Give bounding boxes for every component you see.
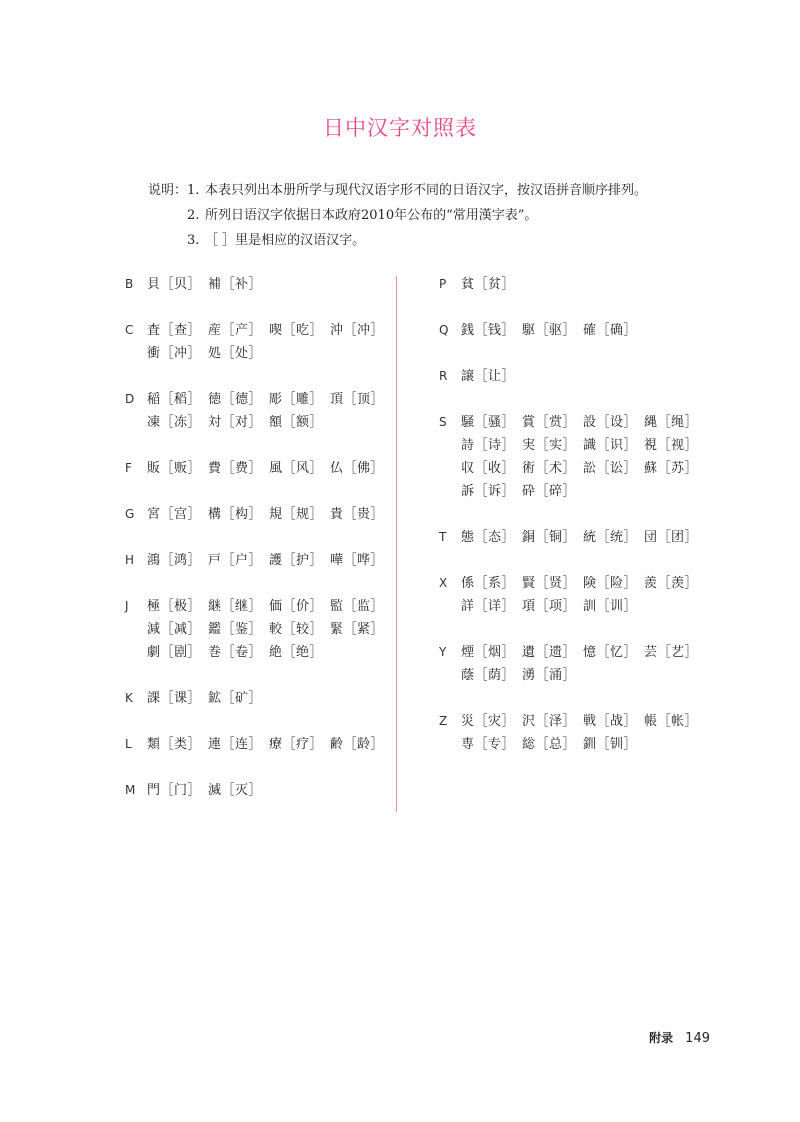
character-pairs	[461, 572, 711, 618]
character-pair: 徳［德］	[208, 392, 263, 407]
notes-lead: 说明：	[148, 183, 188, 198]
group-letter: Q	[439, 323, 449, 337]
character-pair: 戦［战］	[583, 714, 638, 729]
character-pairs	[461, 526, 711, 549]
letter-group-m	[125, 779, 397, 802]
group-letter: P	[439, 277, 447, 291]
character-pair: 確［确］	[583, 323, 638, 338]
character-pair: 産［产］	[208, 323, 263, 338]
character-pairs	[147, 503, 397, 526]
character-pair: 療［疗］	[269, 737, 324, 752]
character-pairs	[147, 595, 397, 664]
character-pair: 実［实］	[522, 438, 577, 453]
character-pair: 齢［龄］	[330, 737, 385, 752]
character-pair: 騒［骚］	[461, 415, 516, 430]
group-letter: T	[439, 530, 447, 544]
character-pair: 門［门］	[147, 783, 202, 798]
character-pair: 類［类］	[147, 737, 202, 752]
character-pairs	[147, 549, 397, 572]
character-pair: 構［构］	[208, 507, 263, 522]
group-letter: B	[125, 277, 134, 291]
page-footer	[649, 1029, 710, 1046]
character-pair: 砕［碎］	[522, 484, 577, 499]
character-pairs	[461, 641, 711, 687]
column-divider	[396, 276, 397, 812]
character-pair: 販［贩］	[147, 461, 202, 476]
character-pair: 鉱［矿］	[208, 691, 263, 706]
character-pairs	[147, 687, 397, 710]
character-pair: 処［处］	[208, 346, 263, 361]
character-pair: 額［额］	[269, 415, 324, 430]
left-column	[125, 273, 397, 825]
character-pair: 継［继］	[208, 599, 263, 614]
character-pairs	[147, 779, 397, 802]
character-pairs	[147, 319, 397, 365]
character-pair: 煙［烟］	[461, 645, 516, 660]
character-pairs	[461, 273, 711, 296]
character-pair: 凍［冻］	[147, 415, 202, 430]
character-pair: 羨［羡］	[644, 576, 699, 591]
character-pair: 賢［贤］	[522, 576, 577, 591]
character-pairs	[461, 365, 711, 388]
group-letter: C	[125, 323, 134, 337]
character-pair: 喫［吃］	[269, 323, 324, 338]
character-pair: 遺［遗］	[522, 645, 577, 660]
letter-group-s	[439, 411, 711, 503]
character-pair: 稲［稻］	[147, 392, 202, 407]
character-pair: 態［态］	[461, 530, 516, 545]
character-pair: 緊［紧］	[330, 622, 385, 637]
group-letter: H	[125, 553, 135, 567]
note-number: 3.	[187, 233, 200, 248]
character-pair: 険［险］	[583, 576, 638, 591]
character-pairs	[147, 388, 397, 434]
character-pair: 規［规］	[269, 507, 324, 522]
character-pair: 鴻［鸿］	[147, 553, 202, 568]
character-pair: 補［补］	[208, 277, 263, 292]
character-pairs	[147, 273, 397, 296]
character-pair: 釧［钏］	[583, 737, 638, 752]
character-pair: 憶［忆］	[583, 645, 638, 660]
letter-group-z	[439, 710, 711, 756]
group-letter: X	[439, 576, 448, 590]
character-pair: 賞［赏］	[522, 415, 577, 430]
group-letter: L	[125, 737, 132, 751]
note-text: ［ ］里是相应的汉语汉字。	[205, 233, 366, 248]
group-letter: D	[125, 392, 135, 406]
character-pair: 貝［贝］	[147, 277, 202, 292]
note-line-3	[148, 228, 647, 253]
letter-group-y	[439, 641, 711, 687]
group-letter: G	[125, 507, 135, 521]
character-pair: 宮［宫］	[147, 507, 202, 522]
character-pair: 係［系］	[461, 576, 516, 591]
character-pair: 蘇［苏］	[644, 461, 699, 476]
letter-group-h	[125, 549, 397, 572]
character-pair: 連［连］	[208, 737, 263, 752]
character-pair: 戸［户］	[208, 553, 263, 568]
letter-group-j	[125, 595, 397, 664]
character-pair: 彫［雕］	[269, 392, 324, 407]
character-pair: 収［收］	[461, 461, 516, 476]
group-letter: Z	[439, 714, 448, 728]
letter-group-k	[125, 687, 397, 710]
character-pair: 芸［艺］	[644, 645, 699, 660]
character-pair: 視［视］	[644, 438, 699, 453]
character-pair: 項［项］	[522, 599, 577, 614]
group-letter: S	[439, 415, 447, 429]
letter-group-t	[439, 526, 711, 549]
character-pair: 銭［钱］	[461, 323, 516, 338]
note-number: 2.	[187, 208, 200, 223]
character-pair: 沖［冲］	[330, 323, 385, 338]
character-pair: 頂［顶］	[330, 392, 385, 407]
character-pair: 嘩［哗］	[330, 553, 385, 568]
character-pair: 災［灾］	[461, 714, 516, 729]
character-pair: 専［专］	[461, 737, 516, 752]
letter-group-q	[439, 319, 711, 342]
character-pair: 銅［铜］	[522, 530, 577, 545]
character-pair: 設［设］	[583, 415, 638, 430]
character-pair: 監［监］	[330, 599, 385, 614]
right-column	[439, 273, 711, 779]
page-number: 149	[685, 1031, 710, 1046]
character-pair: 識［识］	[583, 438, 638, 453]
letter-group-l	[125, 733, 397, 756]
character-pair: 統［统］	[583, 530, 638, 545]
group-letter: R	[439, 369, 448, 383]
character-pair: 護［护］	[269, 553, 324, 568]
group-letter: Y	[439, 645, 447, 659]
character-pair: 対［对］	[208, 415, 263, 430]
character-pair: 訟［讼］	[583, 461, 638, 476]
character-pair: 帳［帐］	[644, 714, 699, 729]
character-pair: 訓［训］	[583, 599, 638, 614]
letter-group-c	[125, 319, 397, 365]
character-pair: 貧［贫］	[461, 277, 516, 292]
character-pair: 滅［灭］	[208, 783, 263, 798]
note-text: 本表只列出本册所学与现代汉语字形不同的日语汉字，按汉语拼音顺序排列。	[205, 183, 648, 198]
character-pair: 詩［诗］	[461, 438, 516, 453]
character-pair: 詳［详］	[461, 599, 516, 614]
letter-group-p	[439, 273, 711, 296]
character-pair: 術［术］	[522, 461, 577, 476]
character-pair: 衝［冲］	[147, 346, 202, 361]
character-pair: 湧［涌］	[522, 668, 577, 683]
character-pair: 沢［泽］	[522, 714, 577, 729]
character-pair: 費［费］	[208, 461, 263, 476]
page-title: 日中汉字对照表	[323, 116, 477, 140]
character-pair: 貴［贵］	[330, 507, 385, 522]
character-pair: 劇［剧］	[147, 645, 202, 660]
character-pair: 譲［让］	[461, 369, 516, 384]
group-letter: J	[125, 599, 129, 613]
group-letter: M	[125, 783, 136, 797]
note-line-2	[148, 203, 647, 228]
character-pair: 縄［绳］	[644, 415, 699, 430]
character-pairs	[461, 411, 711, 503]
footer-label: 附录	[649, 1031, 674, 1045]
character-pairs	[147, 733, 397, 756]
group-letter: F	[125, 461, 132, 475]
notes	[148, 178, 647, 253]
character-pair: 駆［驱］	[522, 323, 577, 338]
character-pair: 風［风］	[269, 461, 324, 476]
character-pairs	[147, 457, 397, 480]
letter-group-r	[439, 365, 711, 388]
character-pair: 巻［卷］	[208, 645, 263, 660]
note-number: 1.	[187, 183, 200, 198]
character-pairs	[461, 319, 711, 342]
note-line-1	[148, 178, 647, 203]
letter-group-b	[125, 273, 397, 296]
letter-group-f	[125, 457, 397, 480]
character-pair: 絶［绝］	[269, 645, 324, 660]
character-pair: 減［减］	[147, 622, 202, 637]
character-pair: 較［较］	[269, 622, 324, 637]
character-pair: 仏［佛］	[330, 461, 385, 476]
character-pair: 訴［诉］	[461, 484, 516, 499]
character-pairs	[461, 710, 711, 756]
character-pair: 総［总］	[522, 737, 577, 752]
note-text: 所列日语汉字依据日本政府2010年公布的“常用漢字表”。	[205, 208, 538, 223]
character-pair: 価［价］	[269, 599, 324, 614]
letter-group-d	[125, 388, 397, 434]
letter-group-g	[125, 503, 397, 526]
group-letter: K	[125, 691, 133, 705]
character-pair: 査［查］	[147, 323, 202, 338]
character-pair: 課［课］	[147, 691, 202, 706]
character-pair: 極［极］	[147, 599, 202, 614]
character-pair: 鑑［鉴］	[208, 622, 263, 637]
character-pair: 団［团］	[644, 530, 699, 545]
letter-group-x	[439, 572, 711, 618]
character-pair: 蔭［荫］	[461, 668, 516, 683]
